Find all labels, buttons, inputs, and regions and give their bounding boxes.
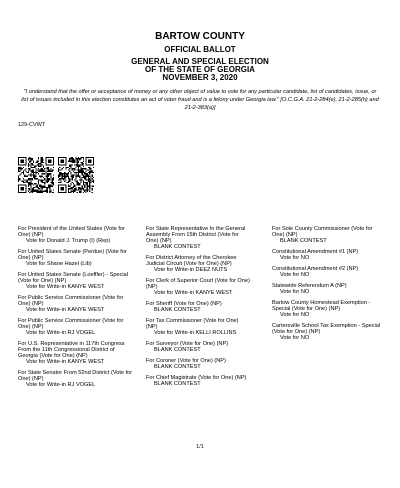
contest-title: For Sheriff (Vote for One) (NP) <box>146 301 222 307</box>
contest <box>146 226 250 250</box>
contest <box>18 295 136 313</box>
contest <box>146 358 250 370</box>
contest-selection: Vote for Write-in DEEZ NUTS <box>154 267 228 273</box>
contest <box>272 283 384 295</box>
voter-fraud-notice: "I understand that the offer or acceptance of money or any other object of value to vote for any particular candidate, list of candidates, issue, or list of issues included in this election constitutes an act of voter fraud and is a felony under Georgia law." [O.C.G.A. 21-2-284(e), 21-2-285(h) and 21-2-383(a)] <box>21 89 379 111</box>
contest <box>146 341 250 353</box>
contest <box>18 249 136 267</box>
election-state: OF THE STATE OF GEORGIA <box>145 65 255 74</box>
contest-title: For United States Senate (Perdue) (Vote for One) (NP) <box>18 249 127 261</box>
contest-title: For President of the United States (Vote for One) (NP) <box>18 226 125 238</box>
contest <box>18 341 136 365</box>
contest <box>18 226 136 244</box>
contest <box>18 318 136 336</box>
contest-title: For U.S. Representative in 117th Congress From the 11th Congressional District of Georgia (Vote for One) (NP) <box>18 341 125 359</box>
page-number: 1/1 <box>196 444 204 450</box>
contest-title: For Public Service Commissioner (Vote for One) (NP) <box>18 318 124 330</box>
contest-selection: BLANK CONTEST <box>154 244 201 250</box>
contest-selection: BLANK CONTEST <box>154 347 201 353</box>
contest-selection: Vote for Write-in KELLI ROLLINS <box>154 330 237 336</box>
contest-selection: Vote for NO <box>280 312 310 318</box>
contest-title: For Chief Magistrate (Vote for One) (NP) <box>146 375 247 381</box>
election-name: GENERAL AND SPECIAL ELECTION <box>131 57 269 66</box>
contest <box>272 226 384 244</box>
contest-selection: BLANK CONTEST <box>154 381 201 387</box>
contest <box>146 301 250 313</box>
contest-selection: Vote for Write-in KANYE WEST <box>26 307 105 313</box>
contest-title: For Clerk of Superior Court (Vote for One) (NP) <box>146 278 250 290</box>
contest-selection: Vote for NO <box>280 289 310 295</box>
contest-title: For United States Senate (Loeffler) - Special (Vote for One) (NP) <box>18 272 128 284</box>
contest-selection: BLANK CONTEST <box>154 364 201 370</box>
contest <box>272 249 384 261</box>
contest-selection: BLANK CONTEST <box>154 307 201 313</box>
ballot-code: 129-CVWT <box>18 122 46 128</box>
contest-title: For State Representative In the General Assembly From 15th District (Vote for One) (NP) <box>146 226 246 244</box>
contest-selection: Vote for Write-in KANYE WEST <box>26 284 105 290</box>
contest-title: Cartersville School Tax Exemption - Special (Vote for One) (NP) <box>272 323 381 335</box>
contest-selection: Vote for Write-in RJ VOGEL <box>26 330 96 336</box>
contest-title: Statewide Referendum A (NP) <box>272 283 347 289</box>
contest-title: For Tax Commissioner (Vote for One) (NP) <box>146 318 239 330</box>
ballot-column-3 <box>272 226 384 346</box>
contest-selection: BLANK CONTEST <box>280 238 327 244</box>
county-title: BARTOW COUNTY <box>155 31 245 42</box>
contest-title: Constitutional Amendment #1 (NP) <box>272 249 359 255</box>
contest <box>146 278 250 296</box>
contest-selection: Vote for NO <box>280 335 310 341</box>
contest <box>18 370 136 388</box>
contest-selection: Vote for Shane Hazel (Lib) <box>26 261 92 267</box>
contest <box>272 300 384 318</box>
contest <box>146 255 250 273</box>
contest-title: For Sole County Commissioner (Vote for One) (NP) <box>272 226 373 238</box>
contest-title: For District Attorney of the Cherokee Judicial Circuit (Vote for One) (NP) <box>146 255 237 267</box>
contest-title: For Public Service Commissioner (Vote for One) (NP) <box>18 295 124 307</box>
contest <box>146 375 250 387</box>
ballot-column-1 <box>18 226 136 393</box>
contest <box>146 318 250 336</box>
qr-code-2 <box>58 157 94 193</box>
contest-title: Bartow County Homestead Exemption - Special (Vote for One) (NP) <box>272 300 371 312</box>
election-date: NOVEMBER 3, 2020 <box>162 73 238 82</box>
contest <box>18 272 136 290</box>
contest-selection: Vote for Write-in RJ VOGEL <box>26 382 96 388</box>
contest-title: For State Senator From 52nd District (Vote for One) (NP) <box>18 370 133 382</box>
contest-title: Constitutional Amendment #2 (NP) <box>272 266 359 272</box>
contest <box>272 266 384 278</box>
ballot-type: OFFICIAL BALLOT <box>164 45 236 54</box>
qr-code-1 <box>18 157 54 193</box>
contest-selection: Vote for Write-in KANYE WEST <box>154 290 233 296</box>
contest-selection: Vote for NO <box>280 272 310 278</box>
contest-title: For Coroner (Vote for One) (NP) <box>146 358 226 364</box>
contest-title: For Surveyor (Vote for One) (NP) <box>146 341 229 347</box>
contest-selection: Vote for Write-in KANYE WEST <box>26 359 105 365</box>
ballot-column-2 <box>146 226 250 392</box>
contest-selection: Vote for Donald J. Trump (I) (Rep) <box>26 238 111 244</box>
contest <box>272 323 384 341</box>
contest-selection: Vote for NO <box>280 255 310 261</box>
